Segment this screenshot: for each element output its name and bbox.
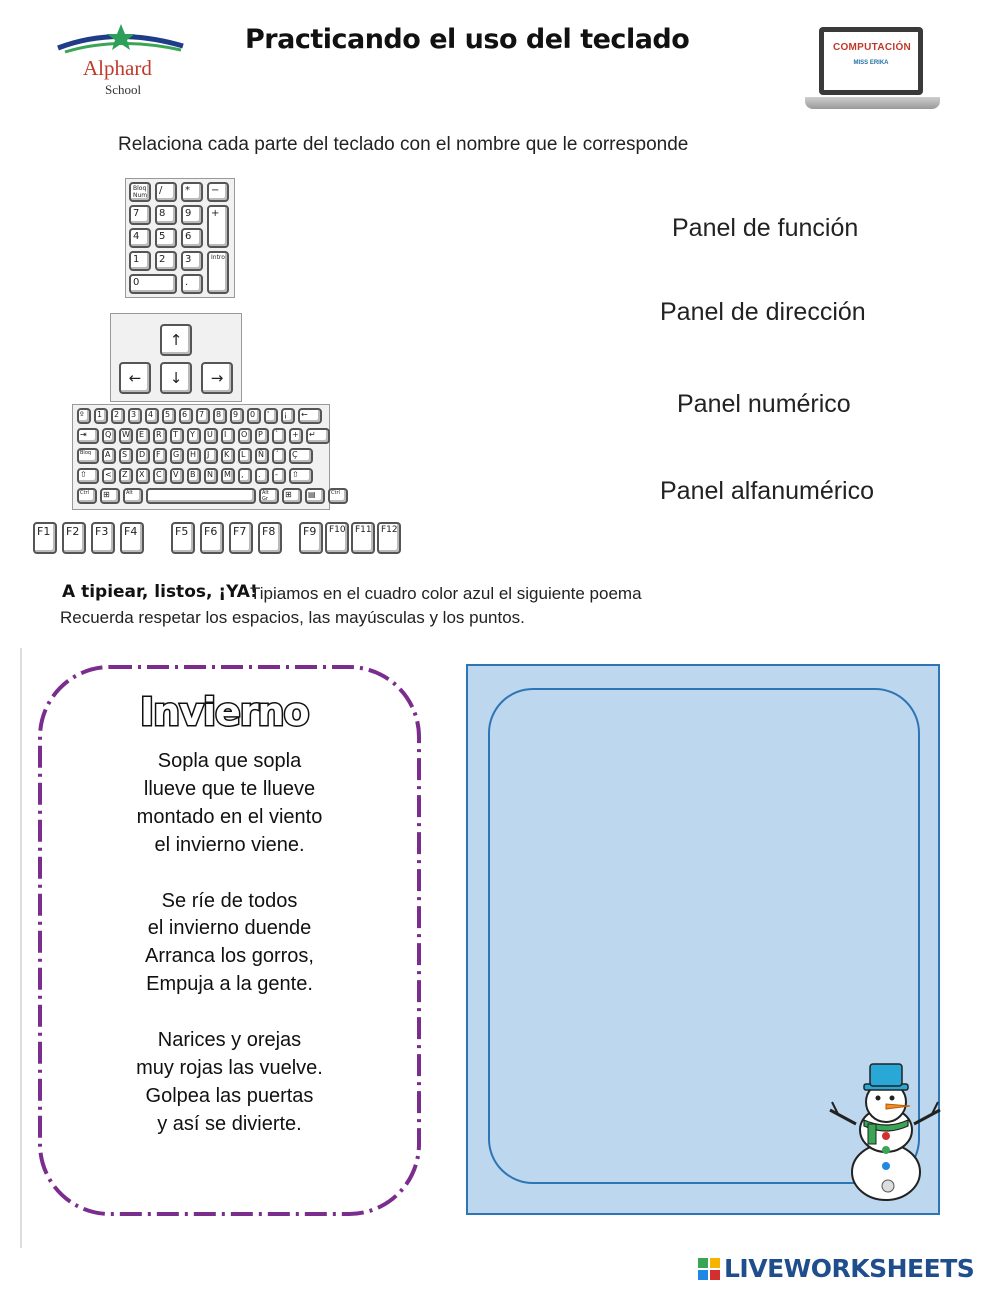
alpha-key: K <box>221 448 235 464</box>
alpha-key: D <box>136 448 150 464</box>
alpha-key: A <box>102 448 116 464</box>
alpha-key: ⊞ <box>100 488 120 504</box>
alpha-key: Alt Gr <box>259 488 279 504</box>
numpad-key: Bloq Num <box>129 182 151 202</box>
laptop-teacher: MISS ERIKA <box>853 60 889 66</box>
numpad-key: 0 <box>129 274 177 294</box>
alpha-key: G <box>170 448 184 464</box>
alpha-key: O <box>238 428 252 444</box>
numpad-key: Intro <box>207 251 229 294</box>
alpha-key: Ñ <box>255 448 269 464</box>
alpha-key: ▤ <box>305 488 325 504</box>
divider <box>20 648 22 1248</box>
laptop-brand: COMPUTACIÓN <box>832 42 912 53</box>
alpha-key: 8 <box>213 408 227 424</box>
alpha-key: º <box>77 408 91 424</box>
alpha-key: 2 <box>111 408 125 424</box>
instruction-text: Relaciona cada parte del teclado con el nombre que le corresponde <box>118 134 689 155</box>
poem-line: Narices y orejas <box>157 1029 302 1051</box>
arrow-key-down: ↓ <box>160 362 192 394</box>
alpha-key: 9 <box>230 408 244 424</box>
alpha-key: Bloq <box>77 448 99 464</box>
alpha-key: H <box>187 448 201 464</box>
school-logo <box>55 22 190 102</box>
liveworksheets-logo-icon <box>698 1258 720 1280</box>
numpad-key: + <box>207 205 229 248</box>
alpha-key: ¡ <box>281 408 295 424</box>
alpha-key: ↵ <box>306 428 330 444</box>
numpad-key: . <box>181 274 203 294</box>
poem-line: muy rojas las vuelve. <box>136 1056 323 1079</box>
alpha-key: Alt <box>123 488 143 504</box>
alpha-key: ⊞ <box>282 488 302 504</box>
alpha-key: M <box>221 468 235 484</box>
alpha-key: Ctrl <box>328 488 348 504</box>
snowman-icon <box>826 1062 946 1202</box>
label-panel-numerico[interactable]: Panel numérico <box>677 390 851 418</box>
alpha-key: Ç <box>289 448 313 464</box>
function-key: F8 <box>258 522 282 554</box>
numpad-key: / <box>155 182 177 202</box>
numpad-image[interactable] <box>125 178 235 298</box>
function-key: F10 <box>325 522 349 554</box>
function-keys-image[interactable] <box>33 519 403 557</box>
numpad-key: 8 <box>155 205 177 225</box>
alpha-key: 0 <box>247 408 261 424</box>
numpad-key: 9 <box>181 205 203 225</box>
label-panel-direccion[interactable]: Panel de dirección <box>660 298 866 326</box>
poem-line: llueve que te llueve <box>143 777 316 800</box>
school-name: Alphard <box>83 56 152 80</box>
alpha-key: ⇧ <box>77 468 99 484</box>
alpha-key: ⇥ <box>77 428 99 444</box>
alpha-key: S <box>119 448 133 464</box>
alpha-key: J <box>204 448 218 464</box>
alpha-key: Ctrl <box>77 488 97 504</box>
alpha-key: - <box>272 468 286 484</box>
alpha-key: Z <box>119 468 133 484</box>
alpha-key: X <box>136 468 150 484</box>
poem-line: Empuja a la gente. <box>146 973 313 996</box>
label-panel-alfanumerico[interactable]: Panel alfanumérico <box>660 477 875 505</box>
alphanumeric-keys-image[interactable] <box>72 404 340 510</box>
function-key: F6 <box>200 522 224 554</box>
poem-line: el invierno duende <box>147 917 312 940</box>
alpha-key: ' <box>264 408 278 424</box>
function-key: F9 <box>299 522 323 554</box>
alpha-key: R <box>153 428 167 444</box>
alpha-key: W <box>119 428 133 444</box>
function-key: F7 <box>229 522 253 554</box>
numpad-key: 5 <box>155 228 177 248</box>
alpha-key: 4 <box>145 408 159 424</box>
section-reminder: Recuerda respetar los espacios, las mayúsculas y los puntos. <box>60 608 525 627</box>
arrow-key-left: ← <box>119 362 151 394</box>
poem-line: montado en el viento <box>136 805 323 828</box>
alpha-key: < <box>102 468 116 484</box>
numpad-key: − <box>207 182 229 202</box>
arrow-keys-image[interactable] <box>110 313 242 402</box>
alpha-key: Y <box>187 428 201 444</box>
numpad-key: 3 <box>181 251 203 271</box>
function-key: F4 <box>120 522 144 554</box>
numpad-key: 1 <box>129 251 151 271</box>
alpha-key: 5 <box>162 408 176 424</box>
poem-line: Se ríe de todos <box>161 889 298 912</box>
function-key: F5 <box>171 522 195 554</box>
function-key: F2 <box>62 522 86 554</box>
alpha-key: T <box>170 428 184 444</box>
alpha-key: U <box>204 428 218 444</box>
alpha-key: E <box>136 428 150 444</box>
alpha-key: B <box>187 468 201 484</box>
alpha-key: 6 <box>179 408 193 424</box>
section-text: Tipiamos en el cuadro color azul el siguiente poema <box>250 584 642 603</box>
alpha-key: V <box>170 468 184 484</box>
function-key: F3 <box>91 522 115 554</box>
poem-line: Golpea las puertas <box>145 1084 314 1107</box>
alpha-key: P <box>255 428 269 444</box>
numpad-key: 6 <box>181 228 203 248</box>
alpha-key: N <box>204 468 218 484</box>
function-key: F1 <box>33 522 57 554</box>
alpha-key: ⇧ <box>289 468 313 484</box>
numpad-key: 7 <box>129 205 151 225</box>
alpha-key: 1 <box>94 408 108 424</box>
label-panel-funcion[interactable]: Panel de función <box>672 214 859 242</box>
alpha-key: Q <box>102 428 116 444</box>
laptop-icon <box>805 25 940 120</box>
alpha-key: F <box>153 448 167 464</box>
poem-line: Arranca los gorros, <box>145 945 314 968</box>
alpha-key: , <box>238 468 252 484</box>
alpha-key: + <box>289 428 303 444</box>
poem-line: Sopla que sopla <box>157 750 302 772</box>
alpha-key: I <box>221 428 235 444</box>
function-key: F12 <box>377 522 401 554</box>
alpha-key: L <box>238 448 252 464</box>
numpad-key: * <box>181 182 203 202</box>
alpha-key: ` <box>272 428 286 444</box>
alpha-key: ← <box>298 408 322 424</box>
alpha-key: ´ <box>272 448 286 464</box>
liveworksheets-brand[interactable]: LIVEWORKSHEETS <box>724 1254 975 1283</box>
page-title: Practicando el uso del teclado <box>245 24 690 55</box>
section-title: A tipiear, listos, ¡YA! <box>62 582 258 602</box>
poem-title: Invierno <box>140 690 309 734</box>
numpad-key: 2 <box>155 251 177 271</box>
poem-line: y así se divierte. <box>157 1112 302 1135</box>
alpha-key: 7 <box>196 408 210 424</box>
alpha-key: . <box>255 468 269 484</box>
function-key: F11 <box>351 522 375 554</box>
alpha-key <box>146 488 256 504</box>
alpha-key: 3 <box>128 408 142 424</box>
school-sub: School <box>105 82 142 97</box>
arrow-key-up: ↑ <box>160 324 192 356</box>
arrow-key-right: → <box>201 362 233 394</box>
alpha-key: C <box>153 468 167 484</box>
numpad-key: 4 <box>129 228 151 248</box>
poem-line: el invierno viene. <box>154 833 305 856</box>
